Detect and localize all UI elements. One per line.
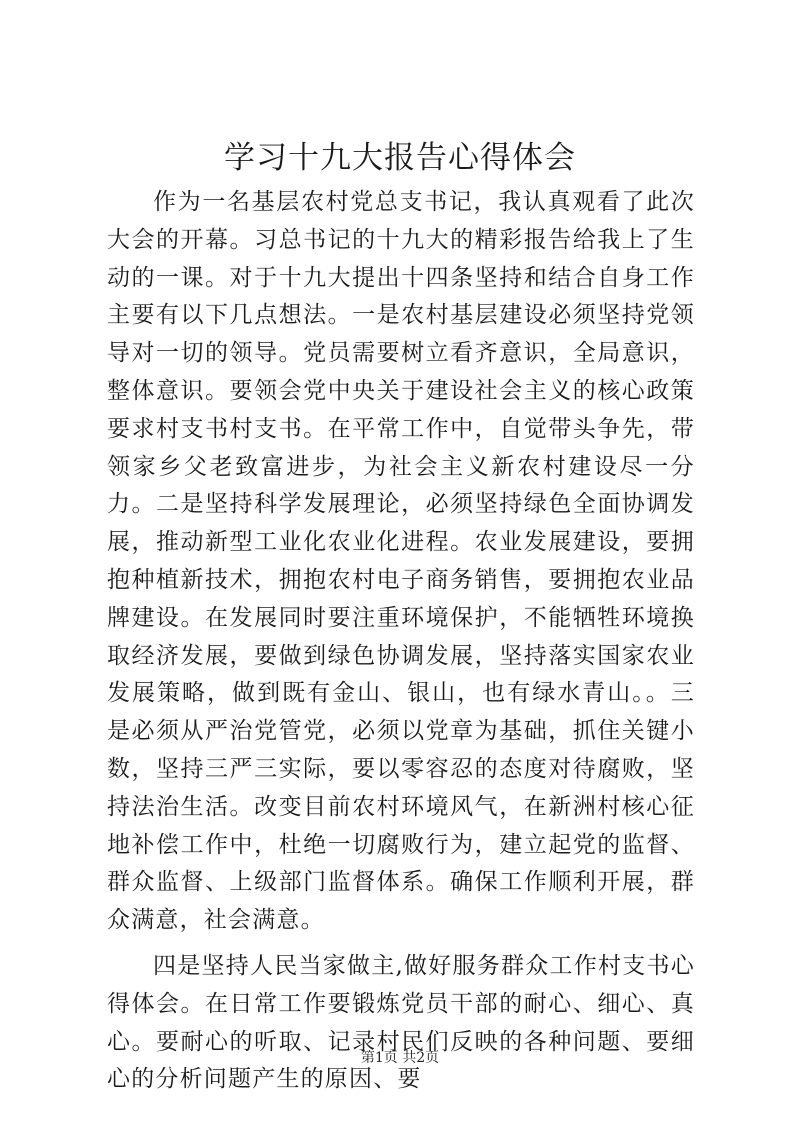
page-number-footer: 第1页 共2页 <box>360 1050 440 1066</box>
paragraph-2: 四是坚持人民当家做主,做好服务群众工作村支书心得体会。在日常工作要锻炼党员干部的耐心、细心、真心。要耐心的听取、记录村民们反映的各种问题、要细心的分析问题产生的原因、要 <box>107 952 695 1093</box>
document-title: 学习十九大报告心得体会 <box>224 140 576 176</box>
paragraph-1: 作为一名基层农村党总支书记，我认真观看了此次大会的开幕。习总书记的十九大的精彩报告给我上了生动的一课。对于十九大提出十四条坚持和结合自身工作主要有以下几点想法。一是农村基层建设必须坚持党领导对一切的领导。党员需要树立看齐意识，全局意识，整体意识。要领会党中央关于建设社会主义的核心政策要求村支书村支书。在平常工作中，自觉带头争先，带领家乡父老致富进步，为社会主义新农村建设尽一分力。二是坚持科学发展理论，必须坚持绿色全面协调发展，推动新型工业化农业化进程。农业发展建设，要拥抱种植新技术，拥抱农村电子商务销售，要拥抱农业品牌建设。在发展同时要注重环境保护，不能牺牲环境换取经济发展，要做到绿色协调发展，坚持落实国家农业发展策略，做到既有金山、银山，也有绿水青山。。三是必须从严治党管党，必须以党章为基础，抓住关键小数，坚持三严三实际，要以零容忍的态度对待腐败，坚持法治生活。改变目前农村环境风气，在新洲村核心征地补偿工作中，杜绝一切腐败行为，建立起党的监督、群众监督、上级部门监督体系。确保工作顺利开展，群众满意，社会满意。 <box>107 189 695 934</box>
document-body <box>107 184 695 1099</box>
